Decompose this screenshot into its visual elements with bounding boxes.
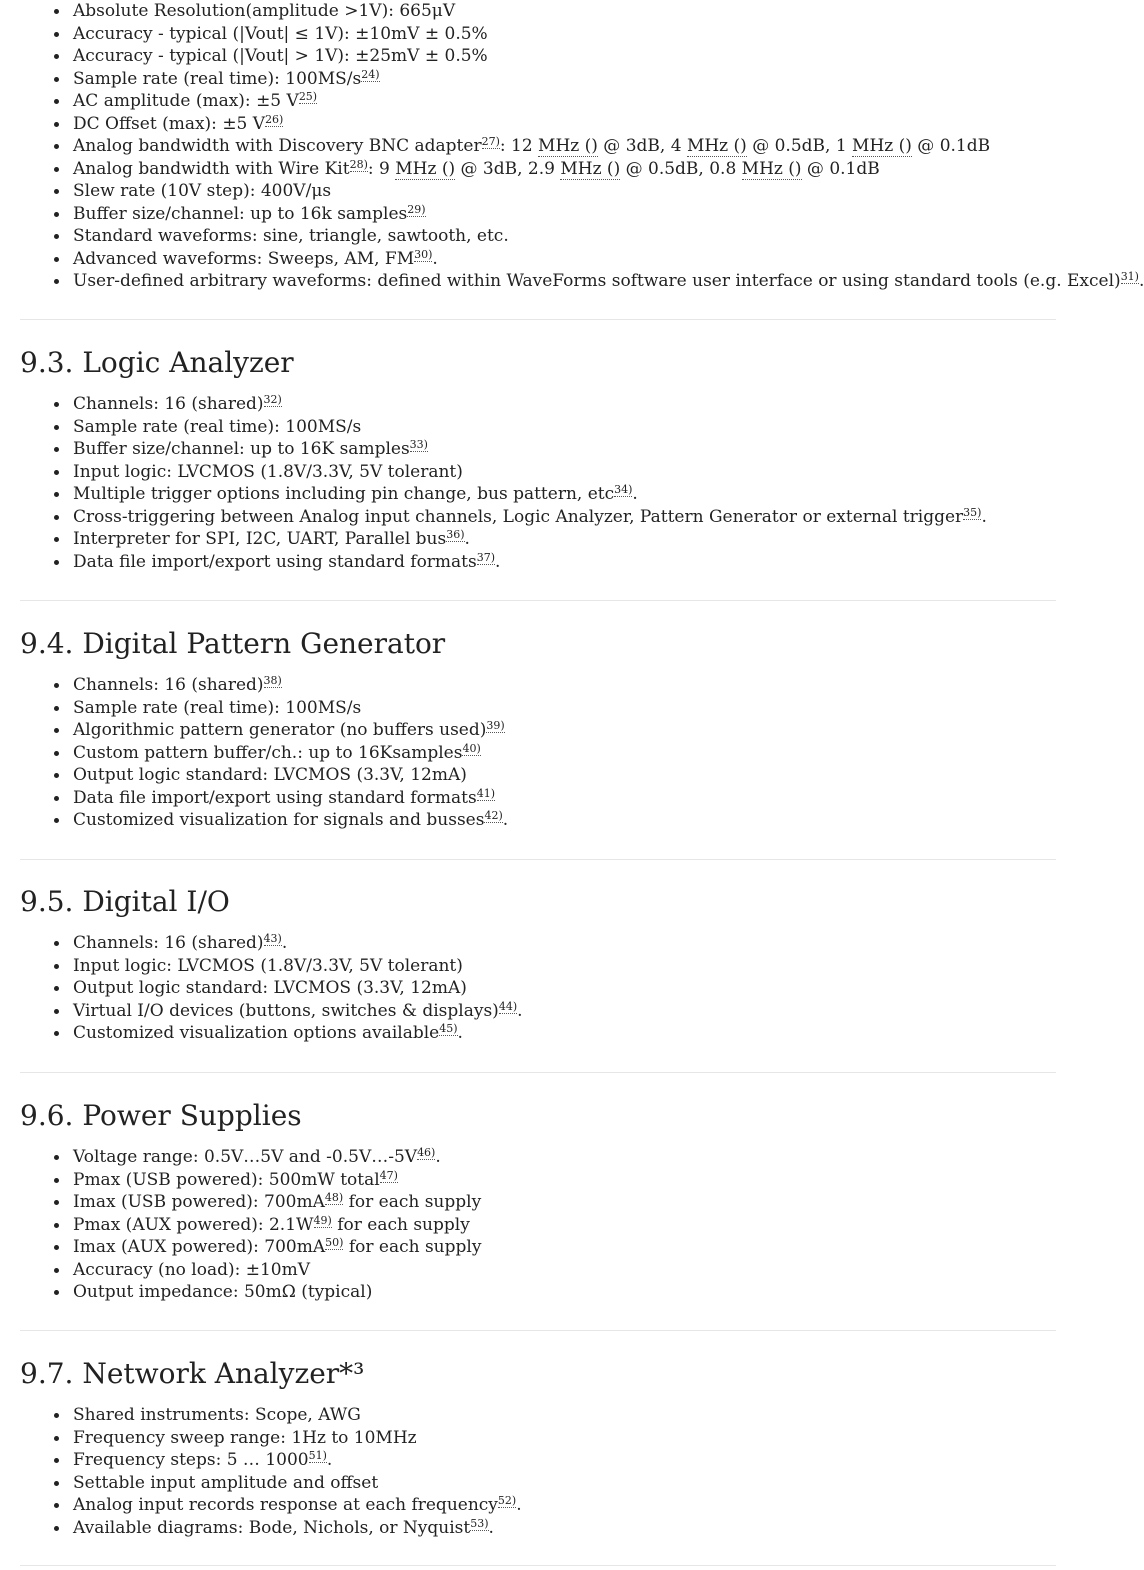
footnote-link[interactable]: 52) — [497, 1494, 517, 1507]
footnote-link[interactable]: 44) — [498, 999, 518, 1013]
list-item — [73, 0, 1056, 23]
list-item-text: Buffer size/channel: up to 16k samples — [73, 203, 408, 224]
footnote-link[interactable]: 46) — [417, 1146, 436, 1159]
footnote-link[interactable]: 35) — [963, 505, 982, 519]
list-item-text: Imax (AUX powered): 700mA — [73, 1237, 326, 1257]
footnote-link[interactable]: 43) — [263, 932, 282, 945]
footnote-link[interactable]: 33) — [409, 438, 428, 451]
footnote-link[interactable]: 47) — [379, 1168, 398, 1182]
list-item-text: Shared instruments: Scope, AWG — [73, 1405, 361, 1425]
list-item — [73, 809, 1056, 832]
list-item-text: Customized visualization options available — [73, 1023, 440, 1043]
list-item-text: Buffer size/channel: up to 16K samples — [73, 439, 410, 459]
footnote-link[interactable]: 42) — [484, 809, 503, 822]
section-divider — [20, 1565, 1056, 1566]
list-item-suffix: for each supply — [343, 1192, 482, 1212]
list-item — [73, 506, 1056, 529]
list-item-suffix: . — [281, 933, 288, 953]
list-item — [73, 45, 1056, 68]
list-item-text: Available diagrams: Bode, Nichols, or Nyquist — [73, 1517, 471, 1538]
footnote-link[interactable]: 45) — [439, 1022, 458, 1035]
list-item-text: Virtual I/O devices (buttons, switches & displays) — [73, 1000, 499, 1021]
list-item — [73, 158, 1056, 181]
list-item-text-part: @ 0.1dB — [911, 136, 991, 156]
section-title-digital-io: 9.5. Digital I/O — [20, 885, 230, 918]
list-item — [73, 416, 1056, 439]
list-item-suffix: . — [517, 1000, 523, 1021]
list-item-text: Accuracy (no load): ±10mV — [73, 1259, 311, 1280]
list-item — [73, 1191, 1056, 1214]
section-divider — [20, 1330, 1056, 1331]
list-item-text: Slew rate (10V step): 400V/μs — [73, 181, 332, 201]
list-item-text: Analog bandwidth with Wire Kit — [73, 158, 350, 179]
footnote-link[interactable]: 28) — [349, 157, 368, 171]
list-item — [73, 1259, 1056, 1282]
list-item-suffix: . — [981, 506, 987, 527]
section-title-network-analyzer: 9.7. Network Analyzer*³ — [20, 1357, 365, 1390]
list-item — [73, 68, 1056, 91]
section-divider — [20, 1072, 1056, 1073]
document-content — [20, 0, 1144, 1538]
list-item-suffix: . — [632, 484, 638, 504]
list-item — [73, 697, 1056, 720]
list-item-suffix: . — [432, 248, 438, 269]
list-item-text-part: : 9 — [367, 158, 396, 179]
pattern-generator-list — [20, 674, 1056, 832]
footnote-link[interactable]: 40) — [462, 741, 481, 755]
section-divider — [20, 600, 1056, 601]
list-item — [73, 270, 1144, 293]
awg-spec-list — [20, 0, 1144, 293]
list-item-suffix: . — [464, 529, 470, 549]
list-item — [73, 1236, 1056, 1259]
list-item-text: Accuracy - typical (|Vout| > 1V): ±25mV ± 0.5% — [73, 46, 488, 66]
list-item — [73, 742, 1056, 765]
footnote-link[interactable]: 51) — [308, 1449, 327, 1462]
list-item — [73, 1281, 1056, 1304]
list-item-text: DC Offset (max): ±5 V — [73, 113, 266, 134]
awg-spec-block — [20, 0, 1144, 293]
list-item-suffix: . — [435, 1147, 441, 1167]
unit-abbr: MHz () — [686, 136, 747, 156]
list-item — [73, 719, 1056, 742]
list-item-text: Voltage range: 0.5V…5V and -0.5V…-5V — [73, 1147, 418, 1167]
list-item-text: Frequency sweep range: 1Hz to 10MHz — [73, 1427, 417, 1448]
list-item-text: Pmax (USB powered): 500mW total — [73, 1169, 380, 1190]
list-item — [73, 955, 1056, 978]
pattern-generator-section — [20, 627, 1056, 832]
section-title-power-supplies: 9.6. Power Supplies — [20, 1099, 302, 1132]
footnote-link[interactable]: 34) — [614, 483, 633, 496]
list-item — [73, 180, 1056, 203]
footnote-link[interactable]: 29) — [407, 202, 426, 216]
footnote-link[interactable]: 36) — [446, 528, 465, 541]
footnote-link[interactable]: 26) — [265, 112, 284, 126]
list-item-suffix: . — [326, 1450, 333, 1470]
section-title-logic-analyzer: 9.3. Logic Analyzer — [20, 346, 294, 379]
list-item-text: Analog input records response at each frequency — [73, 1495, 498, 1515]
list-item — [73, 1022, 1056, 1045]
unit-abbr: MHz () — [741, 158, 802, 179]
list-item-text: Channels: 16 (shared) — [73, 394, 264, 414]
footnote-link[interactable]: 27) — [481, 135, 500, 148]
list-item — [73, 528, 1056, 551]
list-item-text: Advanced waveforms: Sweeps, AM, FM — [73, 248, 415, 269]
list-item-text: Output logic standard: LVCMOS (3.3V, 12mA) — [73, 765, 467, 785]
footnote-link[interactable]: 53) — [470, 1516, 489, 1530]
list-item — [73, 1169, 1056, 1192]
list-item-text: Channels: 16 (shared) — [73, 933, 264, 953]
list-item-text: AC amplitude (max): ±5 V — [73, 91, 299, 111]
list-item-text: Standard waveforms: sine, triangle, sawtooth, etc. — [73, 226, 509, 246]
list-item — [73, 438, 1056, 461]
list-item — [73, 113, 1056, 136]
list-item — [73, 551, 1056, 574]
list-item-text: Output impedance: 50mΩ (typical) — [73, 1282, 373, 1302]
list-item-suffix: . — [488, 1517, 494, 1538]
list-item-text: Pmax (AUX powered): 2.1W — [73, 1214, 314, 1235]
list-item-suffix: . — [516, 1495, 522, 1515]
footnote-link[interactable]: 39) — [486, 719, 505, 732]
footnote-link[interactable]: 49) — [313, 1213, 332, 1227]
list-item-suffix: for each supply — [331, 1214, 470, 1235]
list-item-text: Input logic: LVCMOS (1.8V/3.3V, 5V tolerant) — [73, 955, 463, 976]
list-item — [73, 1146, 1056, 1169]
list-item-suffix: . — [495, 551, 501, 572]
list-item — [73, 1449, 1056, 1472]
list-item-suffix: . — [502, 810, 509, 830]
list-item-text: Algorithmic pattern generator (no buffers used) — [73, 720, 487, 740]
list-item-text: Cross-triggering between Analog input channels, Logic Analyzer, Pattern Generator or external trigger — [73, 506, 964, 527]
section-title-pattern-generator: 9.4. Digital Pattern Generator — [20, 627, 446, 660]
footnote-link[interactable]: 37) — [476, 550, 496, 564]
list-item-text-part: @ 3dB, 4 — [597, 136, 687, 156]
section-divider — [20, 859, 1056, 860]
unit-abbr: MHz () — [852, 136, 912, 156]
digital-io-section — [20, 885, 1056, 1045]
footnote-link[interactable]: 25) — [298, 90, 318, 103]
list-item-text: Multiple trigger options including pin change, bus pattern, etc — [73, 484, 615, 504]
list-item — [73, 248, 1056, 271]
list-item-text: Customized visualization for signals and busses — [73, 810, 485, 830]
list-item-text: Sample rate (real time): 100MS/s — [73, 697, 362, 718]
list-item-text: Absolute Resolution(amplitude >1V): 665μV — [73, 1, 456, 21]
list-item — [73, 787, 1056, 810]
list-item-text: Channels: 16 (shared) — [73, 675, 264, 695]
unit-abbr: MHz () — [395, 158, 456, 179]
unit-abbr: MHz () — [538, 136, 598, 156]
list-item-suffix: . — [1138, 271, 1144, 291]
footnote-link[interactable]: 31) — [1120, 270, 1139, 283]
list-item-text: Analog bandwidth with Discovery BNC adapter — [73, 136, 482, 156]
list-item-suffix: for each supply — [343, 1237, 482, 1257]
list-item — [73, 23, 1056, 46]
footnote-link[interactable]: 48) — [324, 1191, 344, 1204]
list-item-text: Sample rate (real time): 100MS/s — [73, 416, 362, 437]
power-supplies-list — [20, 1146, 1056, 1304]
footnote-link[interactable]: 41) — [476, 786, 496, 800]
logic-analyzer-section — [20, 346, 1056, 573]
list-item — [73, 135, 1056, 158]
list-item-text: Settable input amplitude and offset — [73, 1472, 379, 1493]
list-item — [73, 932, 1056, 955]
power-supplies-section — [20, 1099, 1056, 1304]
list-item-text: Data file import/export using standard formats — [73, 787, 477, 808]
list-item — [73, 90, 1056, 113]
list-item — [73, 674, 1056, 697]
logic-analyzer-list — [20, 393, 1056, 573]
network-analyzer-section — [20, 1357, 1056, 1539]
list-item — [73, 1494, 1056, 1517]
list-item-text: Interpreter for SPI, I2C, UART, Parallel bus — [73, 529, 447, 549]
list-item — [73, 393, 1056, 416]
list-item-text: Output logic standard: LVCMOS (3.3V, 12mA) — [73, 978, 467, 998]
list-item-text: Sample rate (real time): 100MS/s — [73, 68, 362, 89]
digital-io-list — [20, 932, 1056, 1045]
list-item-text: Imax (USB powered): 700mA — [73, 1192, 325, 1212]
list-item-suffix: . — [457, 1023, 463, 1043]
list-item — [73, 1517, 1056, 1540]
footnote-link[interactable]: 24) — [361, 67, 380, 81]
footnote-link[interactable]: 38) — [263, 674, 282, 687]
section-divider — [20, 319, 1056, 320]
footnote-link[interactable]: 32) — [263, 393, 282, 406]
list-item-text: User-defined arbitrary waveforms: defined within WaveForms software user interface or using standard tools (e.g. Excel) — [73, 271, 1121, 291]
list-item-text-part: @ 0.1dB — [801, 158, 880, 179]
list-item-text-part: @ 0.5dB, 0.8 — [620, 158, 742, 179]
list-item-text: Input logic: LVCMOS (1.8V/3.3V, 5V tolerant) — [73, 461, 463, 482]
footnote-link[interactable]: 30) — [414, 247, 433, 261]
list-item-text: Frequency steps: 5 … 1000 — [73, 1450, 309, 1470]
list-item-text-part: : 12 — [499, 136, 539, 156]
network-analyzer-list — [20, 1404, 1056, 1539]
list-item-text-part: @ 0.5dB, 1 — [746, 136, 853, 156]
list-item-text: Custom pattern buffer/ch.: up to 16Ksamples — [73, 742, 463, 763]
list-item-text-part: @ 3dB, 2.9 — [455, 158, 561, 179]
list-item — [73, 483, 1056, 506]
list-item — [73, 1472, 1056, 1495]
list-item — [73, 1000, 1056, 1023]
list-item — [73, 225, 1056, 248]
list-item — [73, 1404, 1056, 1427]
list-item — [73, 1214, 1056, 1237]
unit-abbr: MHz () — [560, 158, 621, 179]
list-item — [73, 764, 1056, 787]
list-item-text: Accuracy - typical (|Vout| ≤ 1V): ±10mV ± 0.5% — [73, 23, 488, 44]
footnote-link[interactable]: 50) — [325, 1236, 344, 1249]
list-item — [73, 461, 1056, 484]
list-item — [73, 1427, 1056, 1450]
list-item-text: Data file import/export using standard formats — [73, 551, 477, 572]
list-item — [73, 977, 1056, 1000]
list-item — [73, 203, 1056, 226]
